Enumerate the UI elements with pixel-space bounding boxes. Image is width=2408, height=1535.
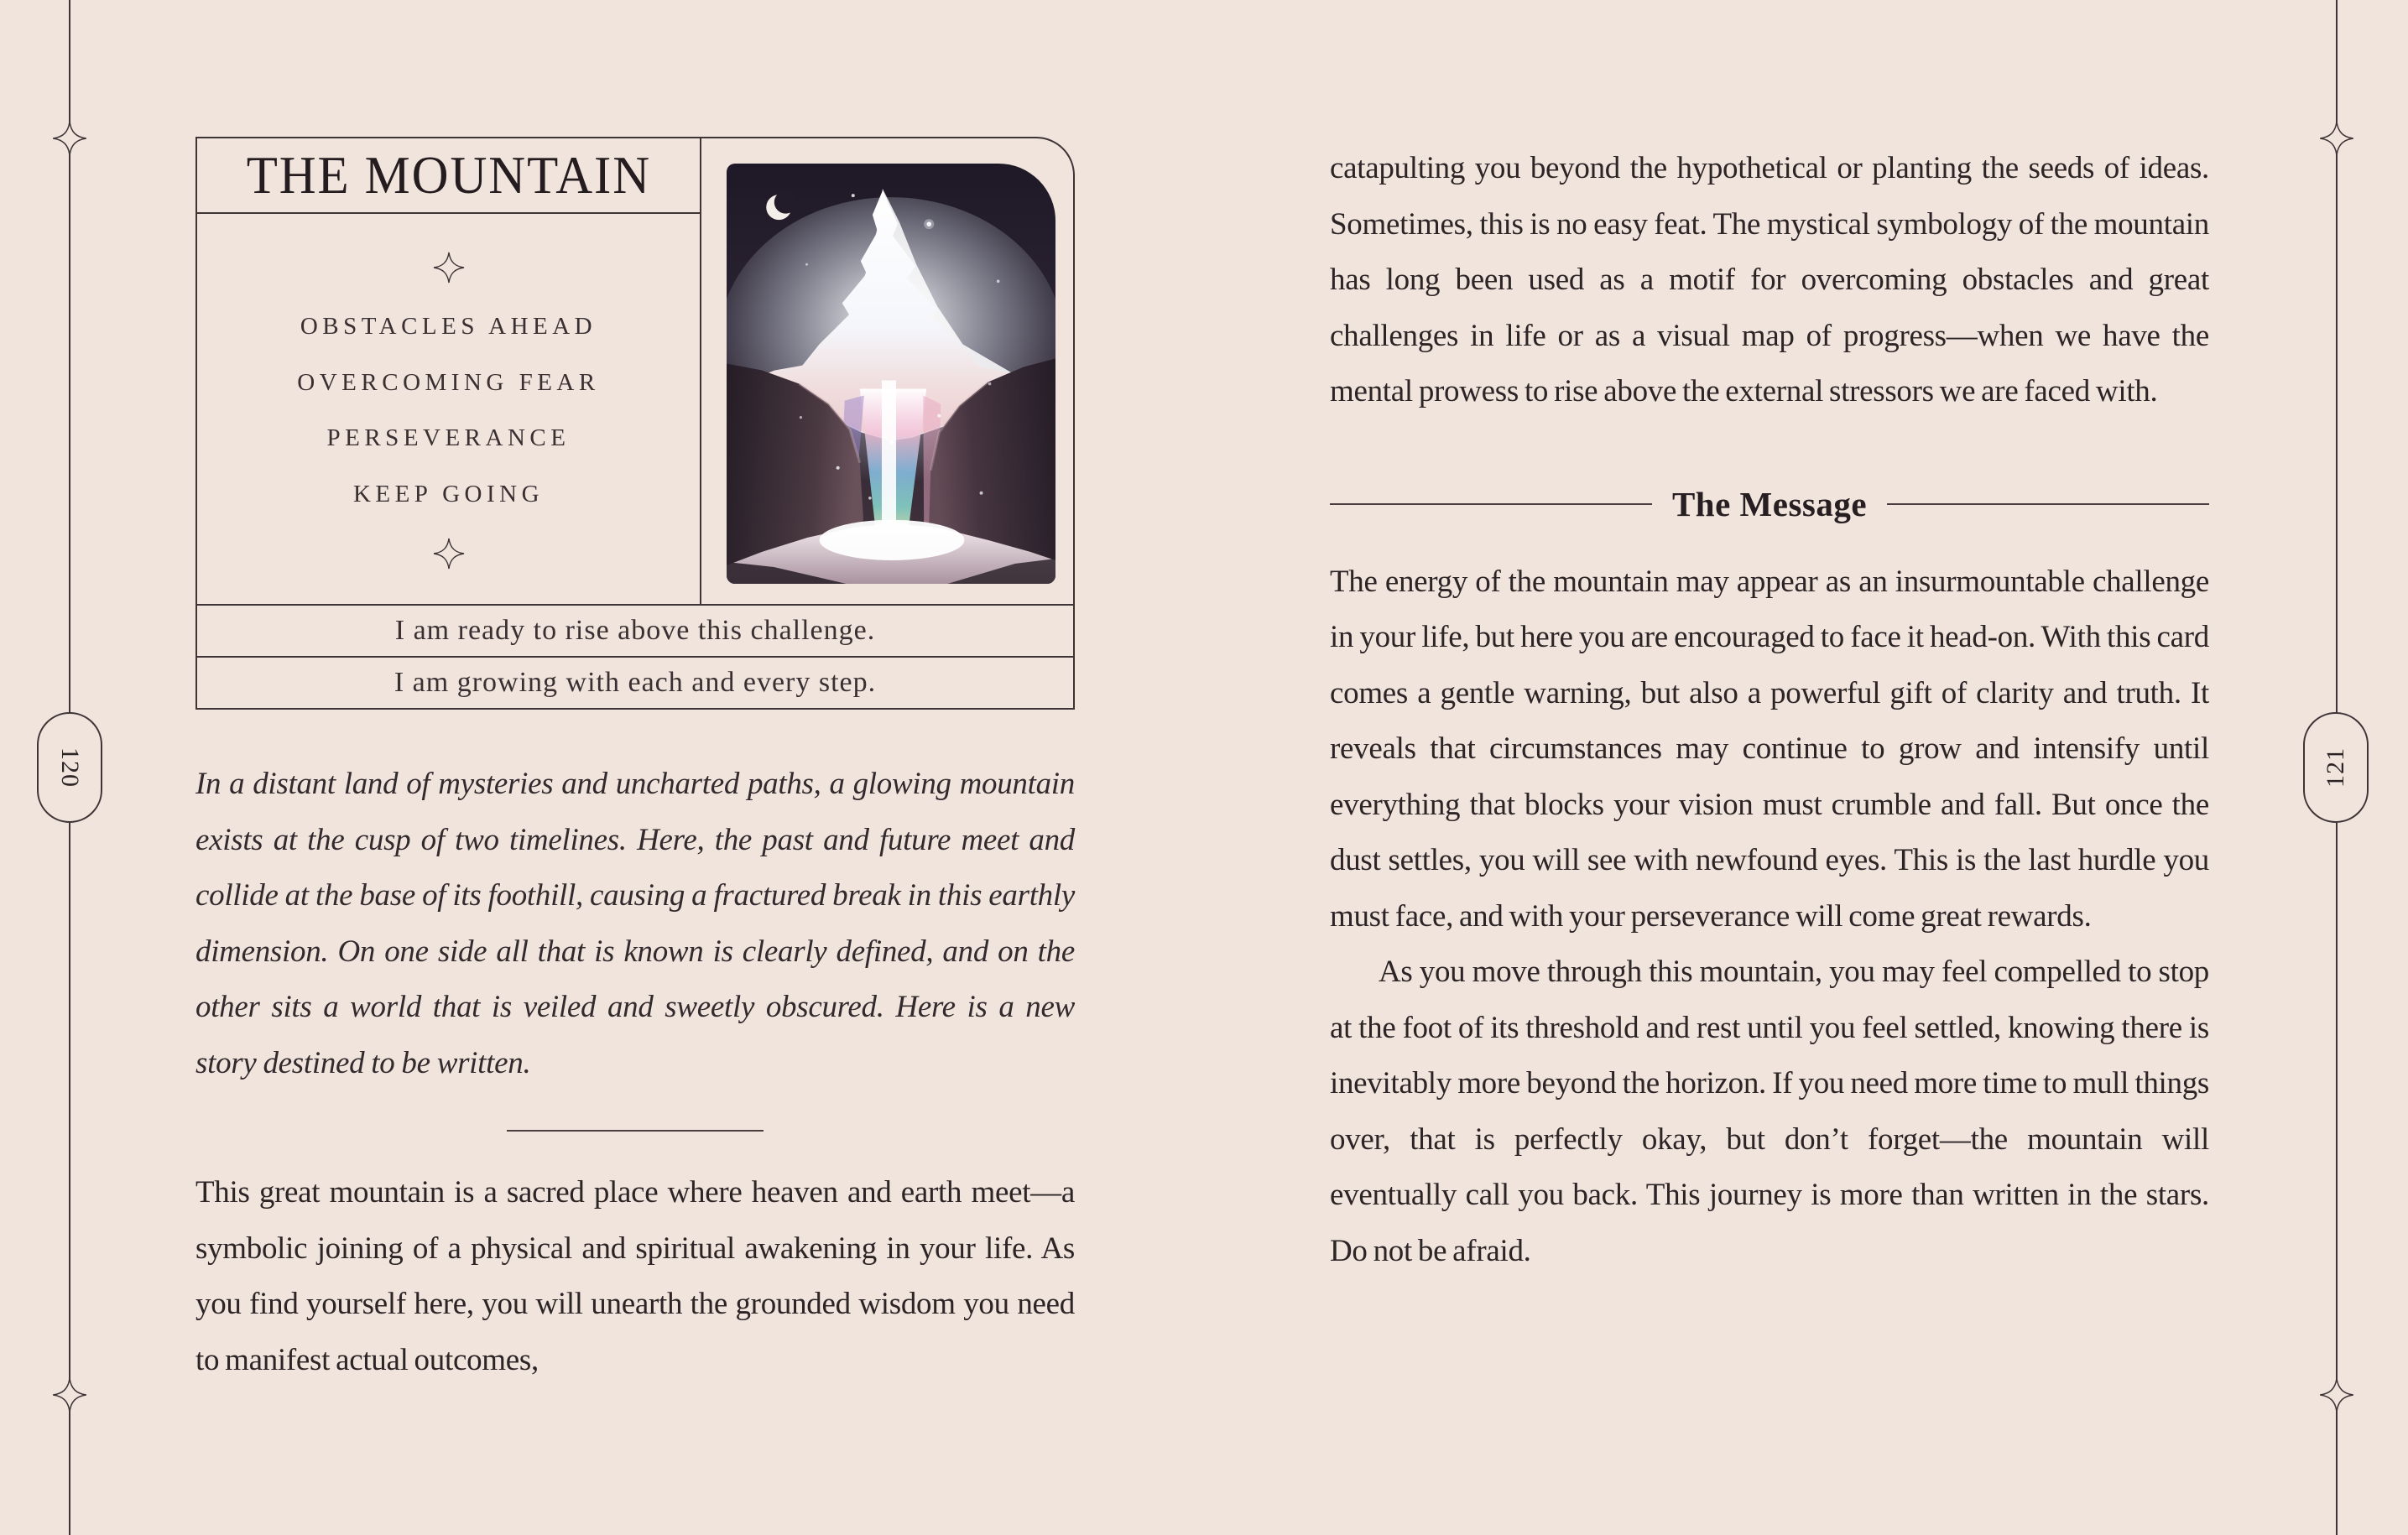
mountain-card-art <box>727 164 1055 584</box>
left-page-number <box>37 712 102 823</box>
sparkle-icon <box>432 537 466 570</box>
sparkle-icon <box>2318 120 2355 157</box>
sparkle-icon <box>432 251 466 284</box>
lore-paragraph: In a distant land of mysteries and uncharted paths, a glowing mountain exists at the cusp of two timelines. Here, the past and future meet and collide at the base of its foothill, causing a fractured break in this earthly dimension. On one side all that is known is clearly defined, and on the other sits a world that is veiled and sweetly obscured. Here is a new story destined to be written. <box>195 767 1075 1080</box>
sparkle-icon <box>2318 1376 2355 1413</box>
keyword: PERSEVERANCE <box>326 424 571 452</box>
body-paragraph: The energy of the mountain may appear as an insurmountable challenge in your life, but here you are encouraged to face it head-on. With this card comes a gentle warning, but also a powerful gift of clarity and truth. It reveals that circumstances may continue to grow and intensify until everything that blocks your vision must crumble and fall. But once the dust settles, you will see with newfound eyes. This is the last hurdle you must face, and with your perseverance will come great rewards. <box>1330 564 2209 934</box>
sparkle-icon <box>51 1376 88 1413</box>
section-heading-text: The Message <box>1671 484 1868 523</box>
affirmation-text: I am ready to rise above this challenge. <box>394 615 876 646</box>
heading-rule-right <box>1887 503 2209 505</box>
page-number-text: 121 <box>2322 747 2349 788</box>
heading-rule-left <box>1330 503 1652 505</box>
body-paragraph: As you move through this mountain, you may feel compelled to stop at the foot of its threshold and rest until you feel settled, knowing there is inevitably more beyond the horizon. If you need more time to mull things over, that is perfectly okay, but don’t forget—the mountain will eventually call you back. This journey is more than written in the stars. Do not be afraid. <box>1330 955 2209 1268</box>
card-art-cell <box>701 138 1074 604</box>
right-page-number <box>2303 712 2369 823</box>
page-number-text: 120 <box>56 747 84 788</box>
body-paragraph: catapulting you beyond the hypothetical or planting the seeds of ideas. Sometimes, this is no easy feat. The mystical symbology of the mountain has long been used as a motif for overcoming obstacles and great challenges in life or as a visual map of progress—when we have the mental prowess to rise above the external stressors we are faced with. <box>1330 151 2209 408</box>
keyword: OBSTACLES AHEAD <box>300 312 597 340</box>
section-divider <box>507 1130 764 1132</box>
affirmation-row <box>197 656 1073 708</box>
keyword: KEEP GOING <box>352 481 545 508</box>
body-paragraph: This great mountain is a sacred place where heaven and earth meet—a symbolic joining of a physical and spiritual awakening in your life. As you find yourself here, you will unearth the grounded wisdom you need to manifest actual outcomes, <box>195 1175 1075 1377</box>
affirmation-row <box>197 604 1073 656</box>
left-page <box>195 137 1075 1388</box>
sparkle-icon <box>51 120 88 157</box>
section-heading-the-message <box>1330 484 2209 524</box>
keyword: OVERCOMING FEAR <box>297 368 600 396</box>
card-title: THE MOUNTAIN <box>246 145 651 205</box>
card-keywords-cell <box>197 214 701 604</box>
card-title-cell <box>197 138 701 214</box>
card-summary-box <box>195 137 1075 710</box>
affirmation-text: I am growing with each and every step. <box>394 667 877 698</box>
right-page <box>1330 141 2209 1279</box>
